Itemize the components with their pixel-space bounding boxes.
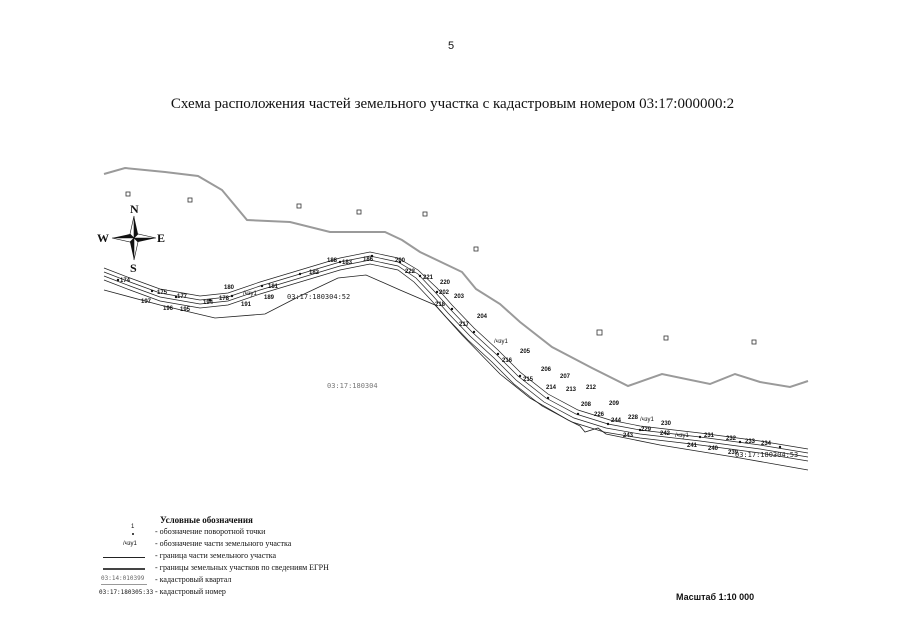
point-label: 182 xyxy=(309,270,320,276)
point-label: 178 xyxy=(219,296,230,302)
legend-item: /чзу1 - обозначение части земельного участка xyxy=(95,539,515,551)
legend xyxy=(95,515,515,605)
point-label: 231 xyxy=(704,433,715,439)
point-label: 213 xyxy=(566,387,577,393)
point-label: 229 xyxy=(641,427,652,433)
legend-item: 03:14:010399 - кадастровый квартал xyxy=(95,575,515,587)
compass-rose-icon xyxy=(97,202,165,275)
point-label: 239 xyxy=(728,450,739,456)
point-label: 222 xyxy=(405,269,416,275)
point-label: 209 xyxy=(609,401,620,407)
quarter-symbol: 03:14:010399 xyxy=(95,575,150,587)
building-markers xyxy=(126,192,756,344)
point-label: 183 xyxy=(342,260,353,266)
point-label: 216 xyxy=(502,358,513,364)
cadastral-number: 03:17:180304:53 xyxy=(735,451,799,459)
quarter-boundary-line xyxy=(104,168,808,387)
point-label: 214 xyxy=(546,385,557,391)
point-label: 242 xyxy=(660,431,671,437)
point-label: 197 xyxy=(141,299,152,305)
legend-title: Условные обозначения xyxy=(160,515,253,525)
point-label: 177 xyxy=(177,294,188,300)
point-label: 175 xyxy=(157,290,168,296)
point-labels xyxy=(120,257,772,456)
part-label: /чзу1 xyxy=(675,433,689,439)
point-label: 226 xyxy=(594,412,605,418)
point-label: 218 xyxy=(435,302,446,308)
part-label-symbol: /чзу1 xyxy=(123,541,137,547)
parcel-boundary-symbol xyxy=(95,563,150,575)
cadastral-number: 03:17:180304:52 xyxy=(287,293,351,301)
point-label: 240 xyxy=(708,446,719,452)
point-label: 217 xyxy=(459,322,470,328)
legend-item: 1 - обозначение поворотной точки xyxy=(95,527,515,539)
point-label: 215 xyxy=(523,377,534,383)
point-label: 208 xyxy=(581,402,592,408)
point-label: 174 xyxy=(120,278,131,284)
legend-item: - граница части земельного участка xyxy=(95,551,515,563)
point-label: 212 xyxy=(586,385,597,391)
compass-n: N xyxy=(130,202,139,216)
point-label: 232 xyxy=(726,436,737,442)
point-label: 194 xyxy=(203,300,214,306)
point-label: 207 xyxy=(560,374,571,380)
point-label: 233 xyxy=(745,439,756,445)
turning-point-symbol: 1 xyxy=(95,527,150,539)
point-label: 189 xyxy=(264,295,275,301)
point-label: 244 xyxy=(611,418,622,424)
point-label: 202 xyxy=(439,290,450,296)
point-label: 188 xyxy=(327,258,338,264)
legend-item: 03:17:180305:33 - кадастровый номер xyxy=(95,587,515,599)
compass-e: E xyxy=(157,231,166,245)
point-label: 228 xyxy=(628,415,639,421)
point-label: 180 xyxy=(224,285,235,291)
scale-label: Масштаб 1:10 000 xyxy=(676,592,755,602)
point-label: 195 xyxy=(180,307,191,313)
legend-item: - границы земельных участков по сведениям ЕГРН xyxy=(95,563,515,575)
point-label: 230 xyxy=(661,421,672,427)
part-label: /чзу1 xyxy=(243,291,257,297)
page-number: 5 xyxy=(448,40,455,52)
point-label: 241 xyxy=(687,443,698,449)
point-label: 196 xyxy=(163,306,174,312)
part-label: /чзу1 xyxy=(494,339,508,345)
point-label: 243 xyxy=(623,433,634,439)
point-label: 221 xyxy=(423,275,434,281)
point-label: 204 xyxy=(477,314,488,320)
part-label: /чзу1 xyxy=(640,417,654,423)
point-label: 205 xyxy=(520,349,531,355)
page-title: Схема расположения частей земельного участка с кадастровым номером 03:17:000000:2 xyxy=(170,96,735,112)
point-label: 191 xyxy=(241,302,252,308)
cadastral-quarter-label: 03:17:180304 xyxy=(327,382,378,390)
point-label: 220 xyxy=(440,280,451,286)
compass-s: S xyxy=(130,261,137,275)
point-label: 181 xyxy=(268,284,279,290)
point-label: 186 xyxy=(363,257,374,263)
point-label: 234 xyxy=(761,441,772,447)
point-label: 203 xyxy=(454,294,465,300)
compass-w: W xyxy=(97,231,109,245)
part-boundary-symbol xyxy=(95,551,150,563)
point-label: 206 xyxy=(541,367,552,373)
cadastral-number-symbol: 03:17:180305:33 xyxy=(99,589,154,596)
road-corridor xyxy=(104,252,808,461)
point-label: 200 xyxy=(395,258,406,264)
